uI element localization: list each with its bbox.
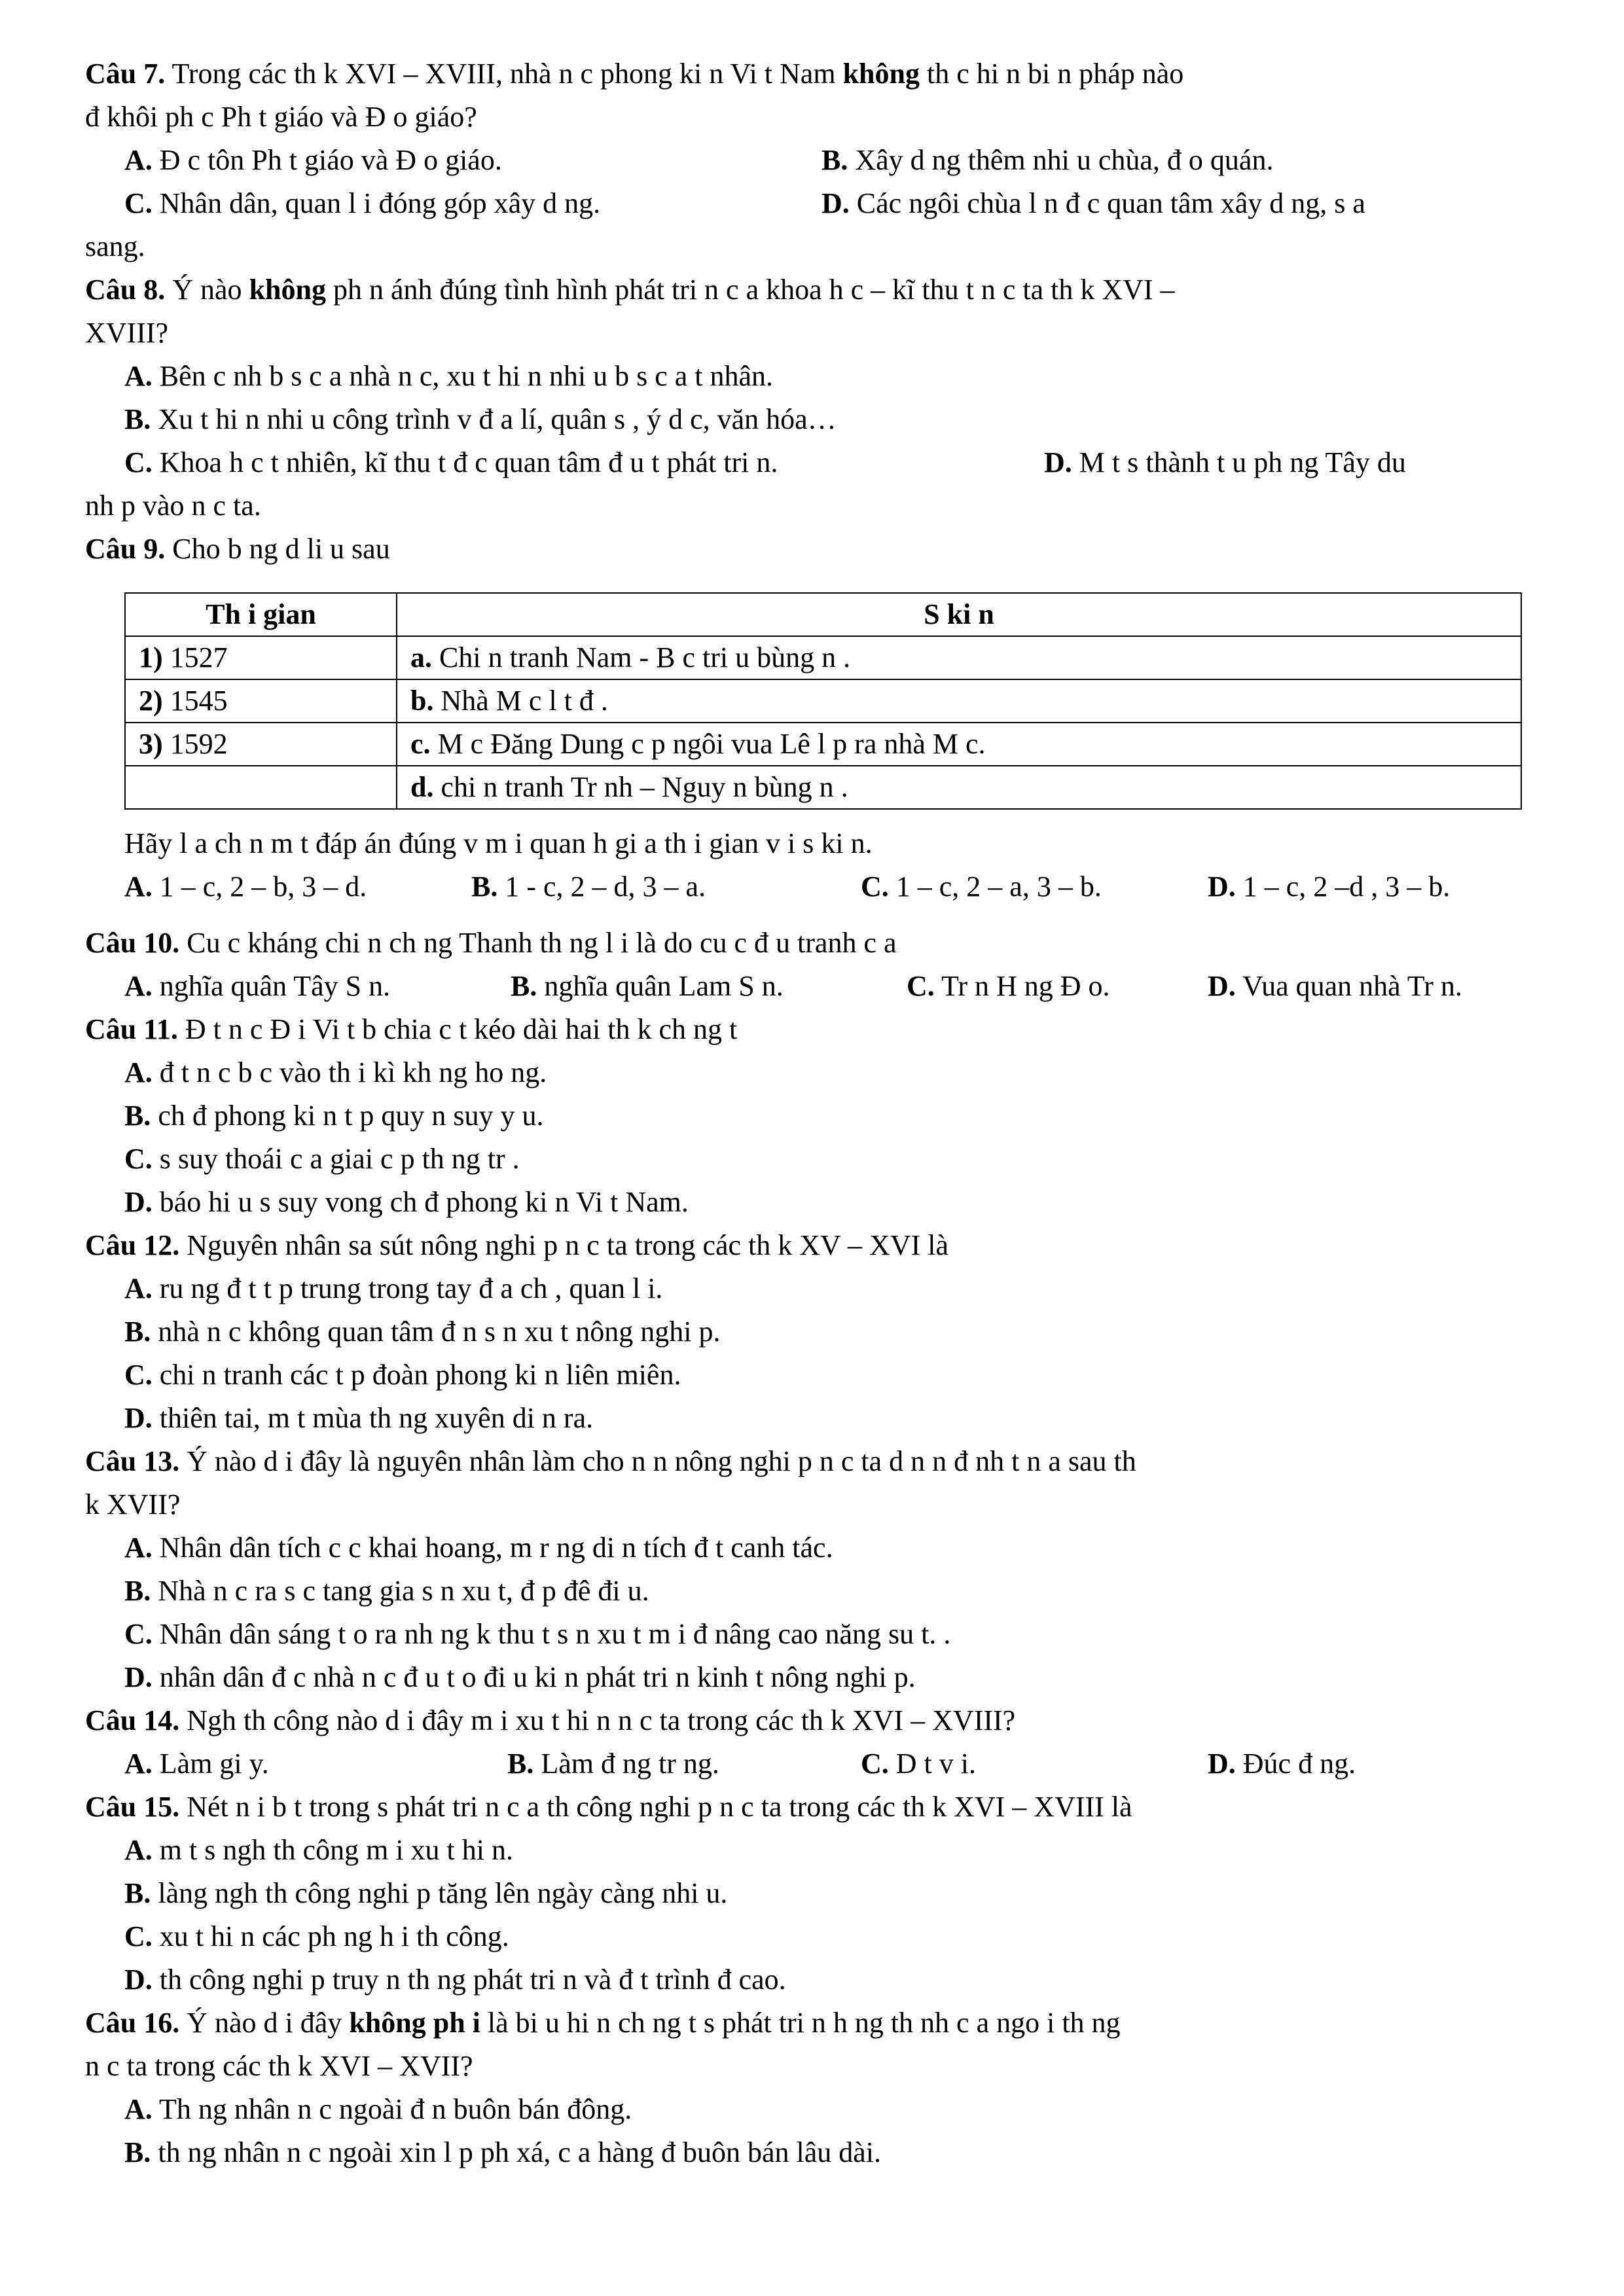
q13-option-a: A. Nhân dân tích c c khai hoang, m r ng di n tích đ t canh tác. <box>124 1532 833 1564</box>
q12-option-d: D. thiên tai, m t mùa th ng xuyên di n ra. <box>124 1402 594 1434</box>
q11-option-b: B. ch đ phong ki n t p quy n suy y u. <box>124 1100 544 1132</box>
q9-option-d: D. 1 – c, 2 –d , 3 – b. <box>1208 870 1451 903</box>
table-row <box>125 766 1521 809</box>
q13-option-d: D. nhân dân đ c nhà n c đ u t o đi u ki n phát tri n kinh t nông nghi p. <box>124 1661 916 1693</box>
question-13-line-2: k XVII? <box>85 1488 181 1520</box>
q9-table <box>124 592 1522 810</box>
table-cell-time: 1) 1527 <box>125 636 397 679</box>
table-cell-time: 2) 1545 <box>125 679 397 723</box>
q11-option-a: A. đ t n c b c vào th i kì kh ng ho ng. <box>124 1056 547 1088</box>
q14-option-a: A. Làm gi y. <box>124 1748 269 1780</box>
q12-option-c: C. chi n tranh các t p đoàn phong ki n liên miên. <box>124 1359 681 1391</box>
q15-option-c: C. xu t hi n các ph ng h i th công. <box>124 1920 509 1952</box>
q14-option-c: C. D t v i. <box>861 1748 977 1780</box>
q14-option-d: D. Đúc đ ng. <box>1208 1748 1356 1780</box>
table-header-event: S ki n <box>397 593 1521 636</box>
table-header-time: Th i gian <box>125 593 397 636</box>
q12-option-a: A. ru ng đ t t p trung trong tay đ a ch , quan l i. <box>124 1272 663 1304</box>
q11-option-d: D. báo hi u s suy vong ch đ phong ki n Vi t Nam. <box>124 1186 689 1218</box>
question-16: Câu 16. Ý nào d i đây không ph i là bi u hi n ch ng t s phát tri n h ng th nh c a ngo i th ng <box>85 2007 1121 2039</box>
q8-option-b: B. Xu t hi n nhi u công trình v đ a lí, quân s , ý d c, văn hóa… <box>124 403 837 435</box>
q9-option-a: A. 1 – c, 2 – b, 3 – d. <box>124 870 367 903</box>
q13-option-b: B. Nhà n c ra s c tang gia s n xu t, đ p đê đi u. <box>124 1575 649 1607</box>
table-cell-event: c. M c Đăng Dung c p ngôi vua Lê l p ra nhà M c. <box>397 723 1521 766</box>
q7-option-d: D. Các ngôi chùa l n đ c quan tâm xây d ng, s a <box>821 187 1365 219</box>
q8-option-c: C. Khoa h c t nhiên, kĩ thu t đ c quan tâm đ u t phát tri n. <box>124 446 778 478</box>
question-9: Câu 9. Cho b ng d li u sau <box>85 533 390 565</box>
q15-option-a: A. m t s ngh th công m i xu t hi n. <box>124 1834 514 1866</box>
table-row <box>125 636 1521 679</box>
q8-option-d-cont: nh p vào n c ta. <box>85 490 261 522</box>
q10-option-a: A. nghĩa quân Tây S n. <box>124 970 391 1002</box>
q16-option-b: B. th ng nhân n c ngoài xin l p ph xá, c a hàng đ buôn bán lâu dài. <box>124 2136 881 2168</box>
question-8-line-2: XVIII? <box>85 317 169 349</box>
question-7-line-2: đ khôi ph c Ph t giáo và Đ o giáo? <box>85 101 477 133</box>
q14-option-b: B. Làm đ ng tr ng. <box>507 1748 719 1780</box>
table-row <box>125 723 1521 766</box>
question-15: Câu 15. Nét n i b t trong s phát tri n c a th công nghi p n c ta trong các th k XVI – XVIII là <box>85 1791 1132 1823</box>
question-12: Câu 12. Nguyên nhân sa sút nông nghi p n c ta trong các th k XV – XVI là <box>85 1229 948 1261</box>
question-16-line-2: n c ta trong các th k XVI – XVII? <box>85 2050 473 2082</box>
table-row <box>125 679 1521 723</box>
question-11: Câu 11. Đ t n c Đ i Vi t b chia c t kéo dài hai th k ch ng t <box>85 1013 738 1045</box>
question-10: Câu 10. Cu c kháng chi n ch ng Thanh th ng l i là do cu c đ u tranh c a <box>85 927 897 959</box>
q7-option-c: C. Nhân dân, quan l i đóng góp xây d ng. <box>124 187 601 219</box>
q9-instruction: Hãy l a ch n m t đáp án đúng v m i quan h gi a th i gian v i s ki n. <box>124 827 873 859</box>
table-header-row <box>125 593 1521 636</box>
q11-option-c: C. s suy thoái c a giai c p th ng tr . <box>124 1143 520 1175</box>
table-cell-time: 3) 1592 <box>125 723 397 766</box>
table-cell-time <box>125 766 397 809</box>
question-14: Câu 14. Ngh th công nào d i đây m i xu t hi n n c ta trong các th k XVI – XVIII? <box>85 1704 1016 1736</box>
q15-option-b: B. làng ngh th công nghi p tăng lên ngày càng nhi u. <box>124 1877 728 1909</box>
table-cell-event: a. Chi n tranh Nam - B c tri u bùng n . <box>397 636 1521 679</box>
q9-option-b: B. 1 - c, 2 – d, 3 – a. <box>471 870 706 903</box>
table-cell-event: d. chi n tranh Tr nh – Nguy n bùng n . <box>397 766 1521 809</box>
q15-option-d: D. th công nghi p truy n th ng phát tri n và đ t trình đ cao. <box>124 1964 786 1996</box>
q7-option-d-cont: sang. <box>85 230 145 262</box>
question-8: Câu 8. Ý nào không ph n ánh đúng tình hình phát tri n c a khoa h c – kĩ thu t n c ta th k XVI – <box>85 274 1175 306</box>
question-13: Câu 13. Ý nào d i đây là nguyên nhân làm cho n n nông nghi p n c ta d n n đ nh t n a sau th <box>85 1445 1136 1477</box>
q8-option-d: D. M t s thành t u ph ng Tây du <box>1044 446 1406 478</box>
q9-option-c: C. 1 – c, 2 – a, 3 – b. <box>861 870 1102 903</box>
question-7: Câu 7. Trong các th k XVI – XVIII, nhà n c phong ki n Vi t Nam không th c hi n bi n pháp nào <box>85 58 1184 90</box>
table-cell-event: b. Nhà M c l t đ . <box>397 679 1521 723</box>
q13-option-c: C. Nhân dân sáng t o ra nh ng k thu t s n xu t m i đ nâng cao năng su t. . <box>124 1618 951 1650</box>
q10-option-b: B. nghĩa quân Lam S n. <box>511 970 784 1002</box>
q8-option-a: A. Bên c nh b s c a nhà n c, xu t hi n nhi u b s c a t nhân. <box>124 360 774 392</box>
q10-option-c: C. Tr n H ng Đ o. <box>907 970 1110 1002</box>
q16-option-a: A. Th ng nhân n c ngoài đ n buôn bán đông. <box>124 2093 632 2125</box>
q10-option-d: D. Vua quan nhà Tr n. <box>1208 970 1462 1002</box>
q7-option-a: A. Đ c tôn Ph t giáo và Đ o giáo. <box>124 144 502 176</box>
q7-option-b: B. Xây d ng thêm nhi u chùa, đ o quán. <box>821 144 1274 176</box>
q12-option-b: B. nhà n c không quan tâm đ n s n xu t nông nghi p. <box>124 1316 721 1348</box>
